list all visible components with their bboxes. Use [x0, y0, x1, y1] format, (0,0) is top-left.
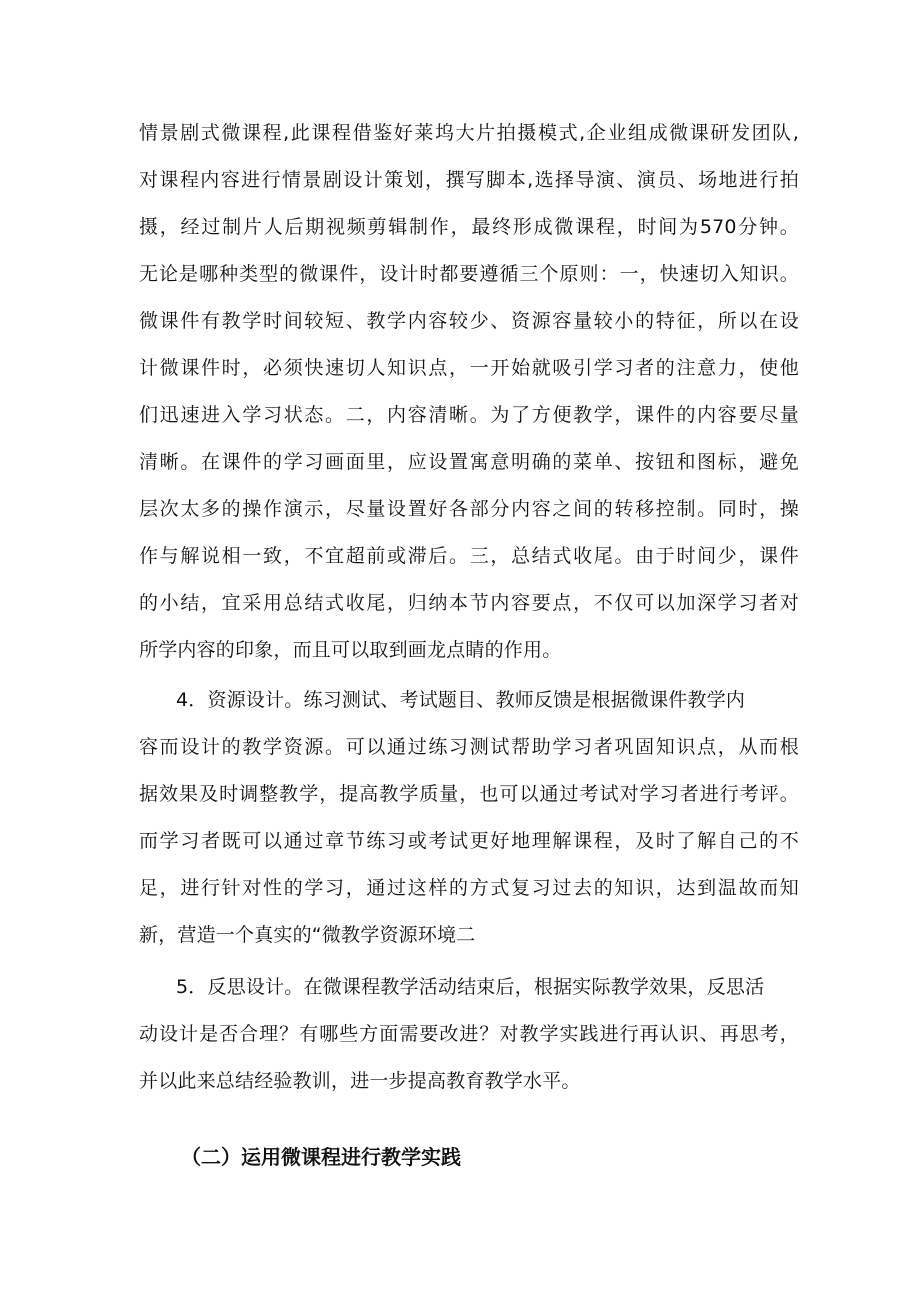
text-line: 足，进行针对性的学习，通过这样的方式复习过去的知识，达到温故而知: [139, 877, 799, 899]
text-line: 清晰。在课件的学习画面里，应设置寓意明确的菜单、按钮和图标，避免: [139, 451, 799, 473]
text-line: 5．反思设计。在微课程教学活动结束后，根据实际教学效果，反思活: [176, 976, 765, 998]
text-line: 们迅速进入学习状态。二，内容清晰。为了方便教学，课件的内容要尽量: [139, 404, 799, 426]
text-line: 的小结，宜采用总结式收尾，归纳本节内容要点，不仅可以加深学习者对: [139, 592, 799, 614]
text-line: 无论是哪种类型的微课件，设计时都要遵循三个原则：一，快速切入知识。: [139, 263, 799, 285]
text-line: 情景剧式微课程,此课程借鉴好莱坞大片拍摄模式,企业组成微课研发团队,: [139, 122, 799, 144]
section-heading: （二）运用微课程进行教学实践: [181, 1145, 461, 1169]
text-line: 摄，经过制片人后期视频剪辑制作，最终形成微课程，时间为570分钟。: [139, 216, 799, 238]
text-line: 据效果及时调整教学，提高教学质量，也可以通过考试对学习者进行考评。: [139, 783, 799, 805]
text-line: 容而设计的教学资源。可以通过练习测试帮助学习者巩固知识点，从而根: [139, 736, 799, 758]
text-line: 而学习者既可以通过章节练习或考试更好地理解课程，及时了解自己的不: [139, 830, 799, 852]
text-line: 计微课件时，必须快速切人知识点，一开始就吸引学习者的注意力，使他: [139, 357, 799, 379]
text-line: 微课件有教学时间较短、教学内容较少、资源容量较小的特征，所以在设: [139, 310, 799, 332]
text-line: 所学内容的印象，而且可以取到画龙点睛的作用。: [139, 639, 562, 661]
text-line: 作与解说相一致，不宜超前或滞后。三，总结式收尾。由于时间少，课件: [139, 545, 799, 567]
text-line: 层次太多的操作演示，尽量设置好各部分内容之间的转移控制。同时，操: [139, 498, 799, 520]
text-line: 4．资源设计。练习测试、考试题目、教师反馈是根据微课件教学内: [176, 689, 746, 711]
text-line: 新，营造一个真实的“微教学资源环境二: [139, 924, 476, 946]
text-line: 动设计是否合理？有哪些方面需要改进？对教学实践进行再认识、再思考，: [139, 1023, 799, 1045]
text-line: 对课程内容进行情景剧设计策划，撰写脚本,选择导演、演员、场地进行拍: [139, 169, 799, 191]
text-line: 并以此来总结经验教训，进一步提高教育教学水平。: [139, 1070, 581, 1092]
